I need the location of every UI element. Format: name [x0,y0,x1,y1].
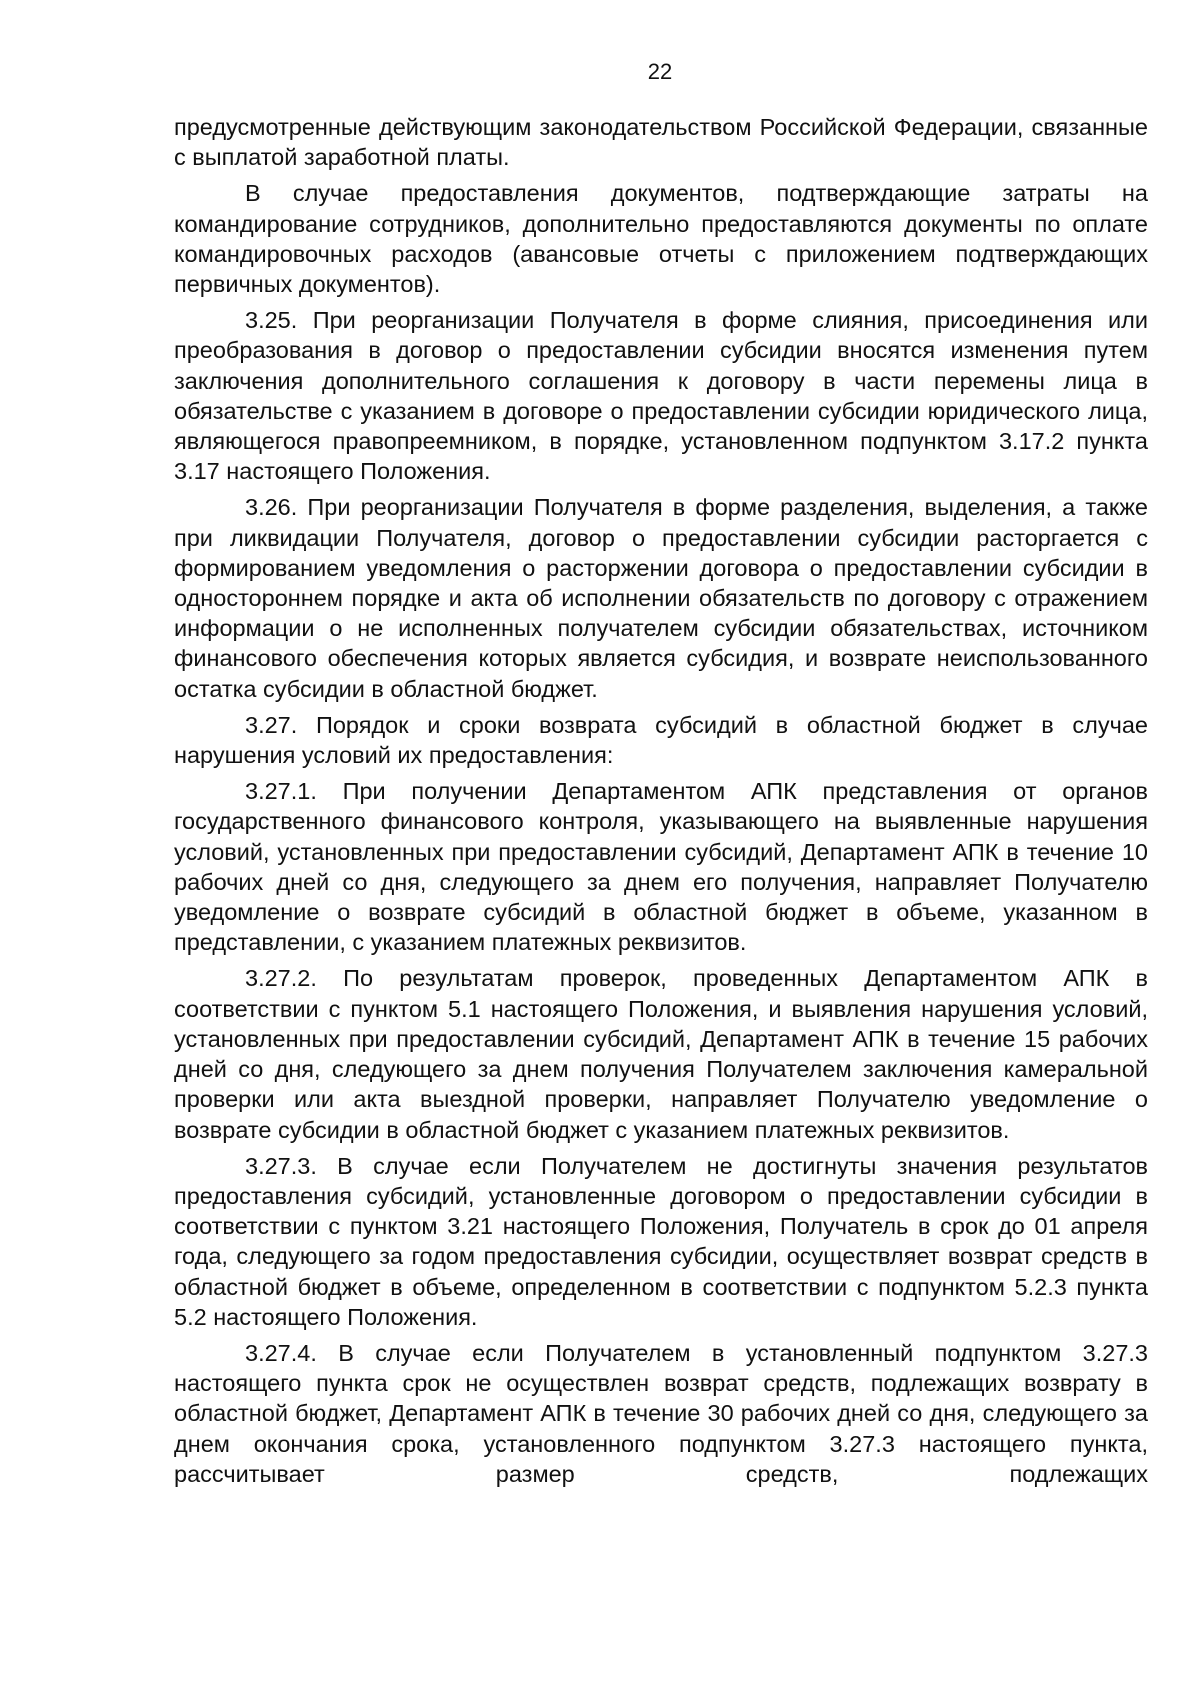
paragraph-3-27-1: 3.27.1. При получении Департаментом АПК представления от органов государственного финансового контроля, указывающего на выявленные нарушения условий, установленных при предоставлении субсидий, Департамент АПК в течение 10 рабочих дней со дня, следующего за днем его получения, направляет Получателю уведомление о возврате субсидий в областной бюджет в объеме, указанном в представлении, с указанием платежных реквизитов. [174,778,1148,956]
paragraph-continuation: предусмотренные действующим законодательством Российской Федерации, связанные с выплатой заработной платы. [174,114,1148,171]
document-body [174,112,1148,1495]
paragraph-3-26: 3.26. При реорганизации Получателя в форме разделения, выделения, а также при ликвидации Получателя, договор о предоставлении субсидии расторгается с формированием уведомления о расторжении договора о предоставлении субсидии в одностороннем порядке и акта об исполнении обязательств по договору с отражением информации о не исполненных получателем субсидии обязательствах, источником финансового обеспечения которых является субсидия, и возврате неиспользованного остатка субсидии в областной бюджет. [174,494,1148,702]
page-number: 22 [647,59,673,84]
paragraph-3-27: 3.27. Порядок и сроки возврата субсидий в областной бюджет в случае нарушения условий их предоставления: [174,711,1148,769]
paragraph-3-27-3: 3.27.3. В случае если Получателем не достигнуты значения результатов предоставления субсидий, установленные договором о предоставлении субсидии в соответствии с пунктом 3.21 настоящего Положения, Получатель в срок до 01 апреля года, следующего за годом предоставления субсидии, осуществляет возврат средств в областной бюджет в объеме, определенном в соответствии с подпунктом 5.2.3 пункта 5.2 настоящего Положения. [174,1152,1148,1330]
paragraph-3-27-2: 3.27.2. По результатам проверок, проведенных Департаментом АПК в соответствии с пунктом 5.1 настоящего Положения, и выявления нарушения условий, установленных при предоставлении субсидий, Департамент АПК в течение 15 рабочих дней со дня, следующего за днем получения Получателем заключения камеральной проверки или акта выездной проверки, направляет Получателю уведомление о возврате субсидии в областной бюджет с указанием платежных реквизитов. [174,965,1148,1143]
paragraph-3-25: 3.25. При реорганизации Получателя в форме слияния, присоединения или преобразования в договор о предоставлении субсидии вносятся изменения путем заключения дополнительного соглашения к договору в части перемены лица в обязательстве с указанием в договоре о предоставлении субсидии юридического лица, являющегося правопреемником, в порядке, установленном подпунктом 3.17.2 пункта 3.17 настоящего Положения. [174,307,1148,485]
paragraph-travel-expenses: В случае предоставления документов, подтверждающие затраты на командирование сотрудников, дополнительно предоставляются документы по оплате командировочных расходов (авансовые отчеты с приложением подтверждающих первичных документов). [174,180,1148,298]
paragraph-3-27-4: 3.27.4. В случае если Получателем в установленный подпунктом 3.27.3 настоящего пункта срок не осуществлен возврат средств, подлежащих возврату в областной бюджет, Департамент АПК в течение 30 рабочих дней со дня, следующего за днем окончания срока, установленного подпунктом 3.27.3 настоящего пункта, рассчитывает размер средств, подлежащих [174,1339,1148,1487]
